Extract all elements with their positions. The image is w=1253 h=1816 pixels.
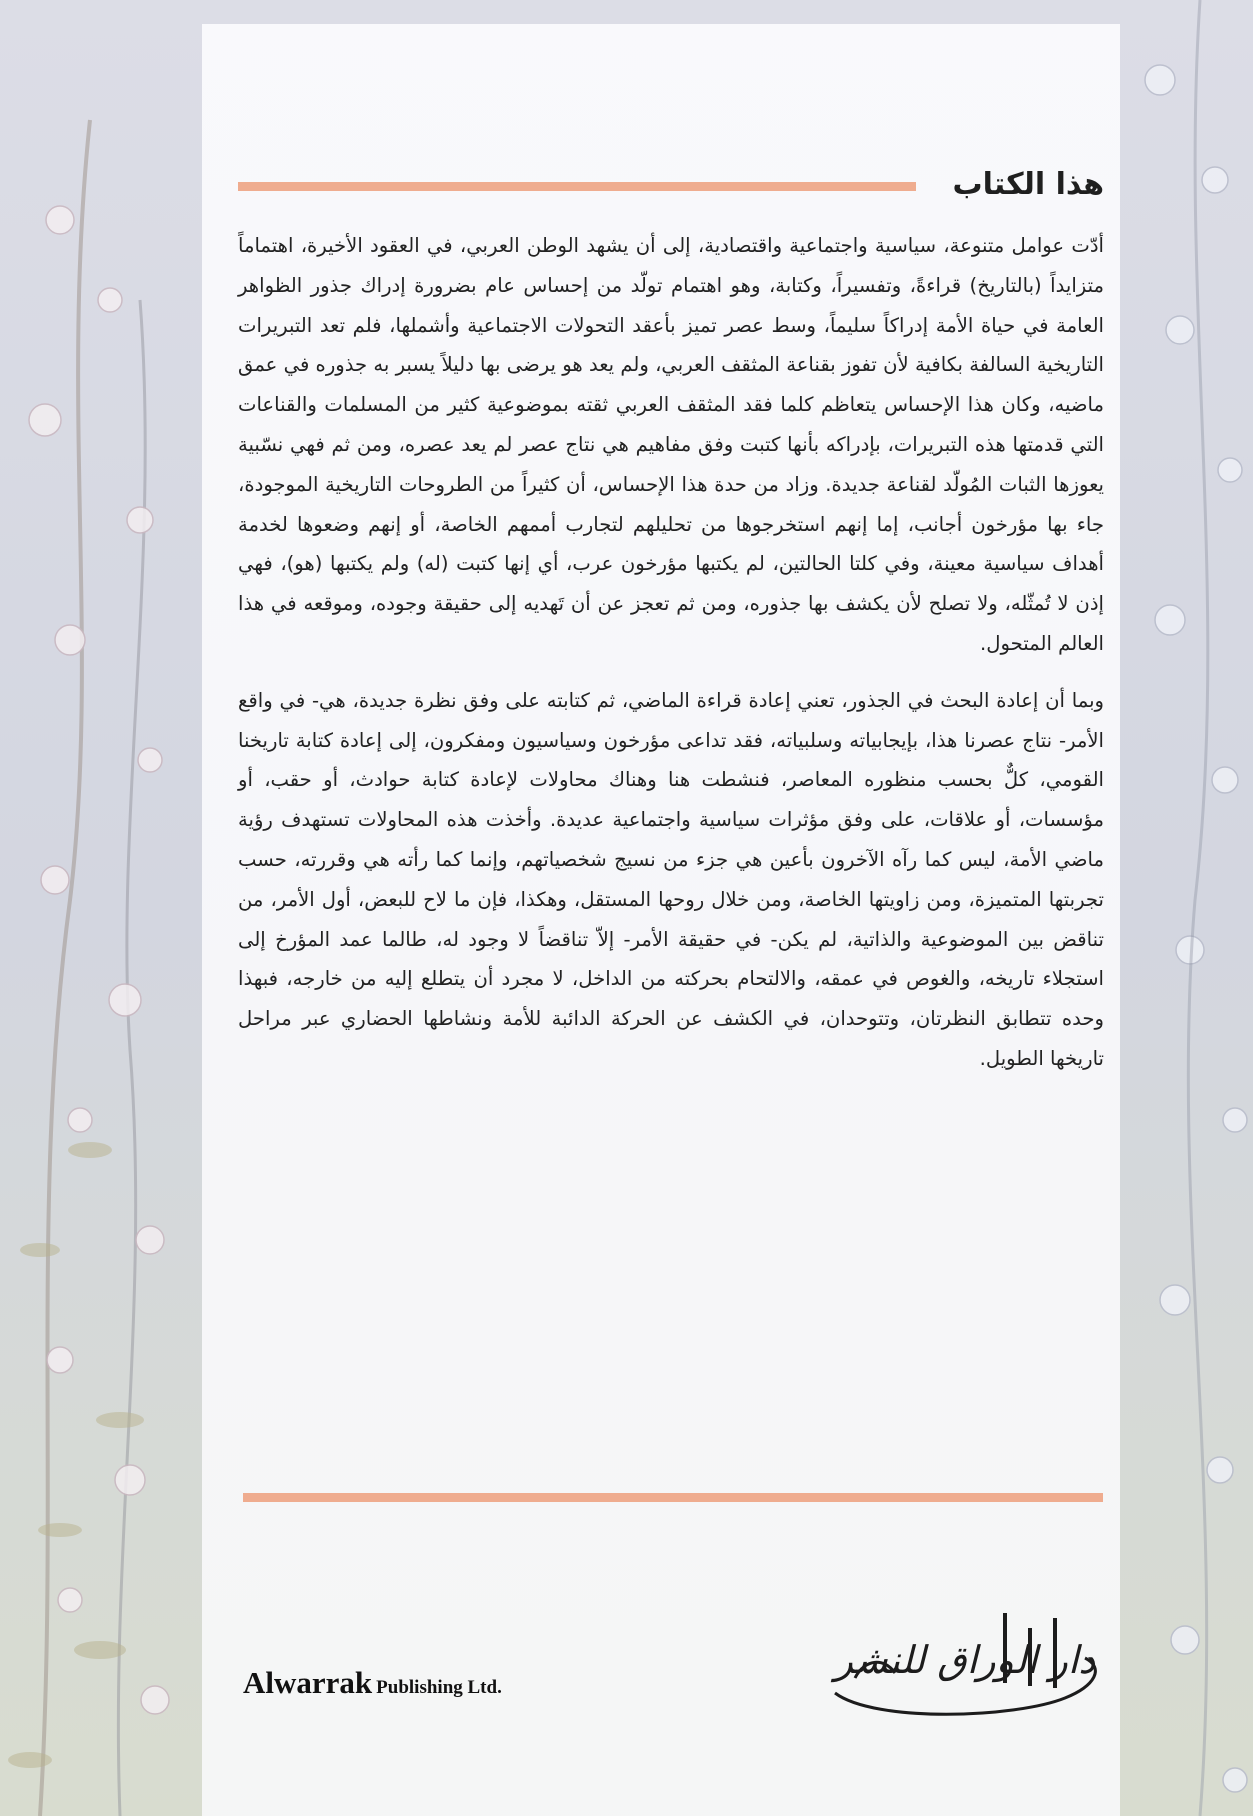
header-accent-bar [238, 182, 916, 191]
publisher-arabic-name: دار الوراق للنشر [834, 1638, 1096, 1682]
section-header [238, 162, 1104, 208]
paragraph: أدّت عوامل متنوعة، سياسية واجتماعية واقتصادية، إلى أن يشهد الوطن العربي، في العقود الأخيرة، اهتماماً متزايداً (بالتاريخ) قراءةً، وتفسيراً، وكتابة، وهو اهتمام تولّد من إحساس عام بضرورة إدراك جذور الظواهر العامة في حياة الأمة إدراكاً سليماً، وسط عصر تميز بأعقد التحولات الاجتماعية وأشملها، فلم تعد التبريرات التاريخية السالفة بكافية لأن تفوز بقناعة المثقف العربي، ولم يعد هو يرضى بها دليلاً يسبر به جذوره في عمق ماضيه، وكان هذا الإحساس يتعاظم كلما فقد المثقف العربي ثقته بموضوعية كثير من المسلمات والقناعات التي قدمتها هذه التبريرات، بإدراكه بأنها كتبت وفق مفاهيم هي نتاج عصر لم يعد عصره، ومن ثم فهي نسّبية يعوزها الثبات المُولّد لقناعة جديدة. وزاد من حدة هذا الإحساس، أن كثيراً من الطروحات التاريخية الموجودة، جاء بها مؤرخون أجانب، إما إنهم استخرجوها من تحليلهم لتجارب أممهم الخاصة، أو إنهم وضعوها لخدمة أهداف سياسية معينة، وفي كلتا الحالتين، لم يكتبها مؤرخون عرب، أي إنها كتبت (له) ولم يكتبها (هو)، فهي إذن لا تُمثّله، ولا تصلح لأن يكشف بها جذوره، ومن ثم تعجز عن أن تَهديه إلى حقيقة وجوده، وموقعه في هذا العالم المتحول. [238, 234, 1104, 655]
body-text [238, 226, 1104, 1079]
page-title: هذا الكتاب [952, 167, 1104, 202]
footer-accent-bar [243, 1493, 1103, 1502]
publisher-name: Alwarrak [243, 1665, 373, 1700]
publisher-english-name [243, 1665, 502, 1701]
publisher-suffix: Publishing Ltd. [376, 1677, 502, 1698]
paragraph: وبما أن إعادة البحث في الجذور، تعني إعادة قراءة الماضي، ثم كتابته على وفق نظرة جديدة، هي- في واقع الأمر- نتاج عصرنا هذا، بإيجابياته وسلبياته، فقد تداعى مؤرخون وسياسيون ومفكرون، إلى إعادة كتابة تاريخنا القومي، كلٌّ بحسب منظوره المعاصر، فنشطت هنا وهناك محاولات لإعادة كتابة حوادث، أو حقب، أو مؤسسات، أو علاقات، على وفق مؤثرات سياسية واجتماعية عديدة. وأخذت هذه المحاولات تستهدف رؤية ماضي الأمة، ليس كما رآه الآخرون بأعين هي جزء من نسيج شخصياتهم، وإنما كما رأته هي وقررته، حسب تجربتها المتميزة، ومن زاويتها الخاصة، ومن خلال روحها المستقل، وهكذا، فإن ما لاح للبعض، أول الأمر، من تناقض بين الموضوعية والذاتية، لم يكن- في حقيقة الأمر- إلاّ تناقضاً لا وجود له، طالما عمد المؤرخ إلى استجلاء تاريخه، والغوص في عمقه، والالتحام بحركته من الداخل، لا مجرد أن يتطلع إليه من خارجه، فبهذا وحده تتطابق النظرتان، وتتوحدان، في الكشف عن الحركة الدائبة للأمة ونشاطها الحضاري عبر مراحل تاريخها الطويل. [238, 688, 1104, 1070]
publisher-logo [815, 1598, 1115, 1728]
